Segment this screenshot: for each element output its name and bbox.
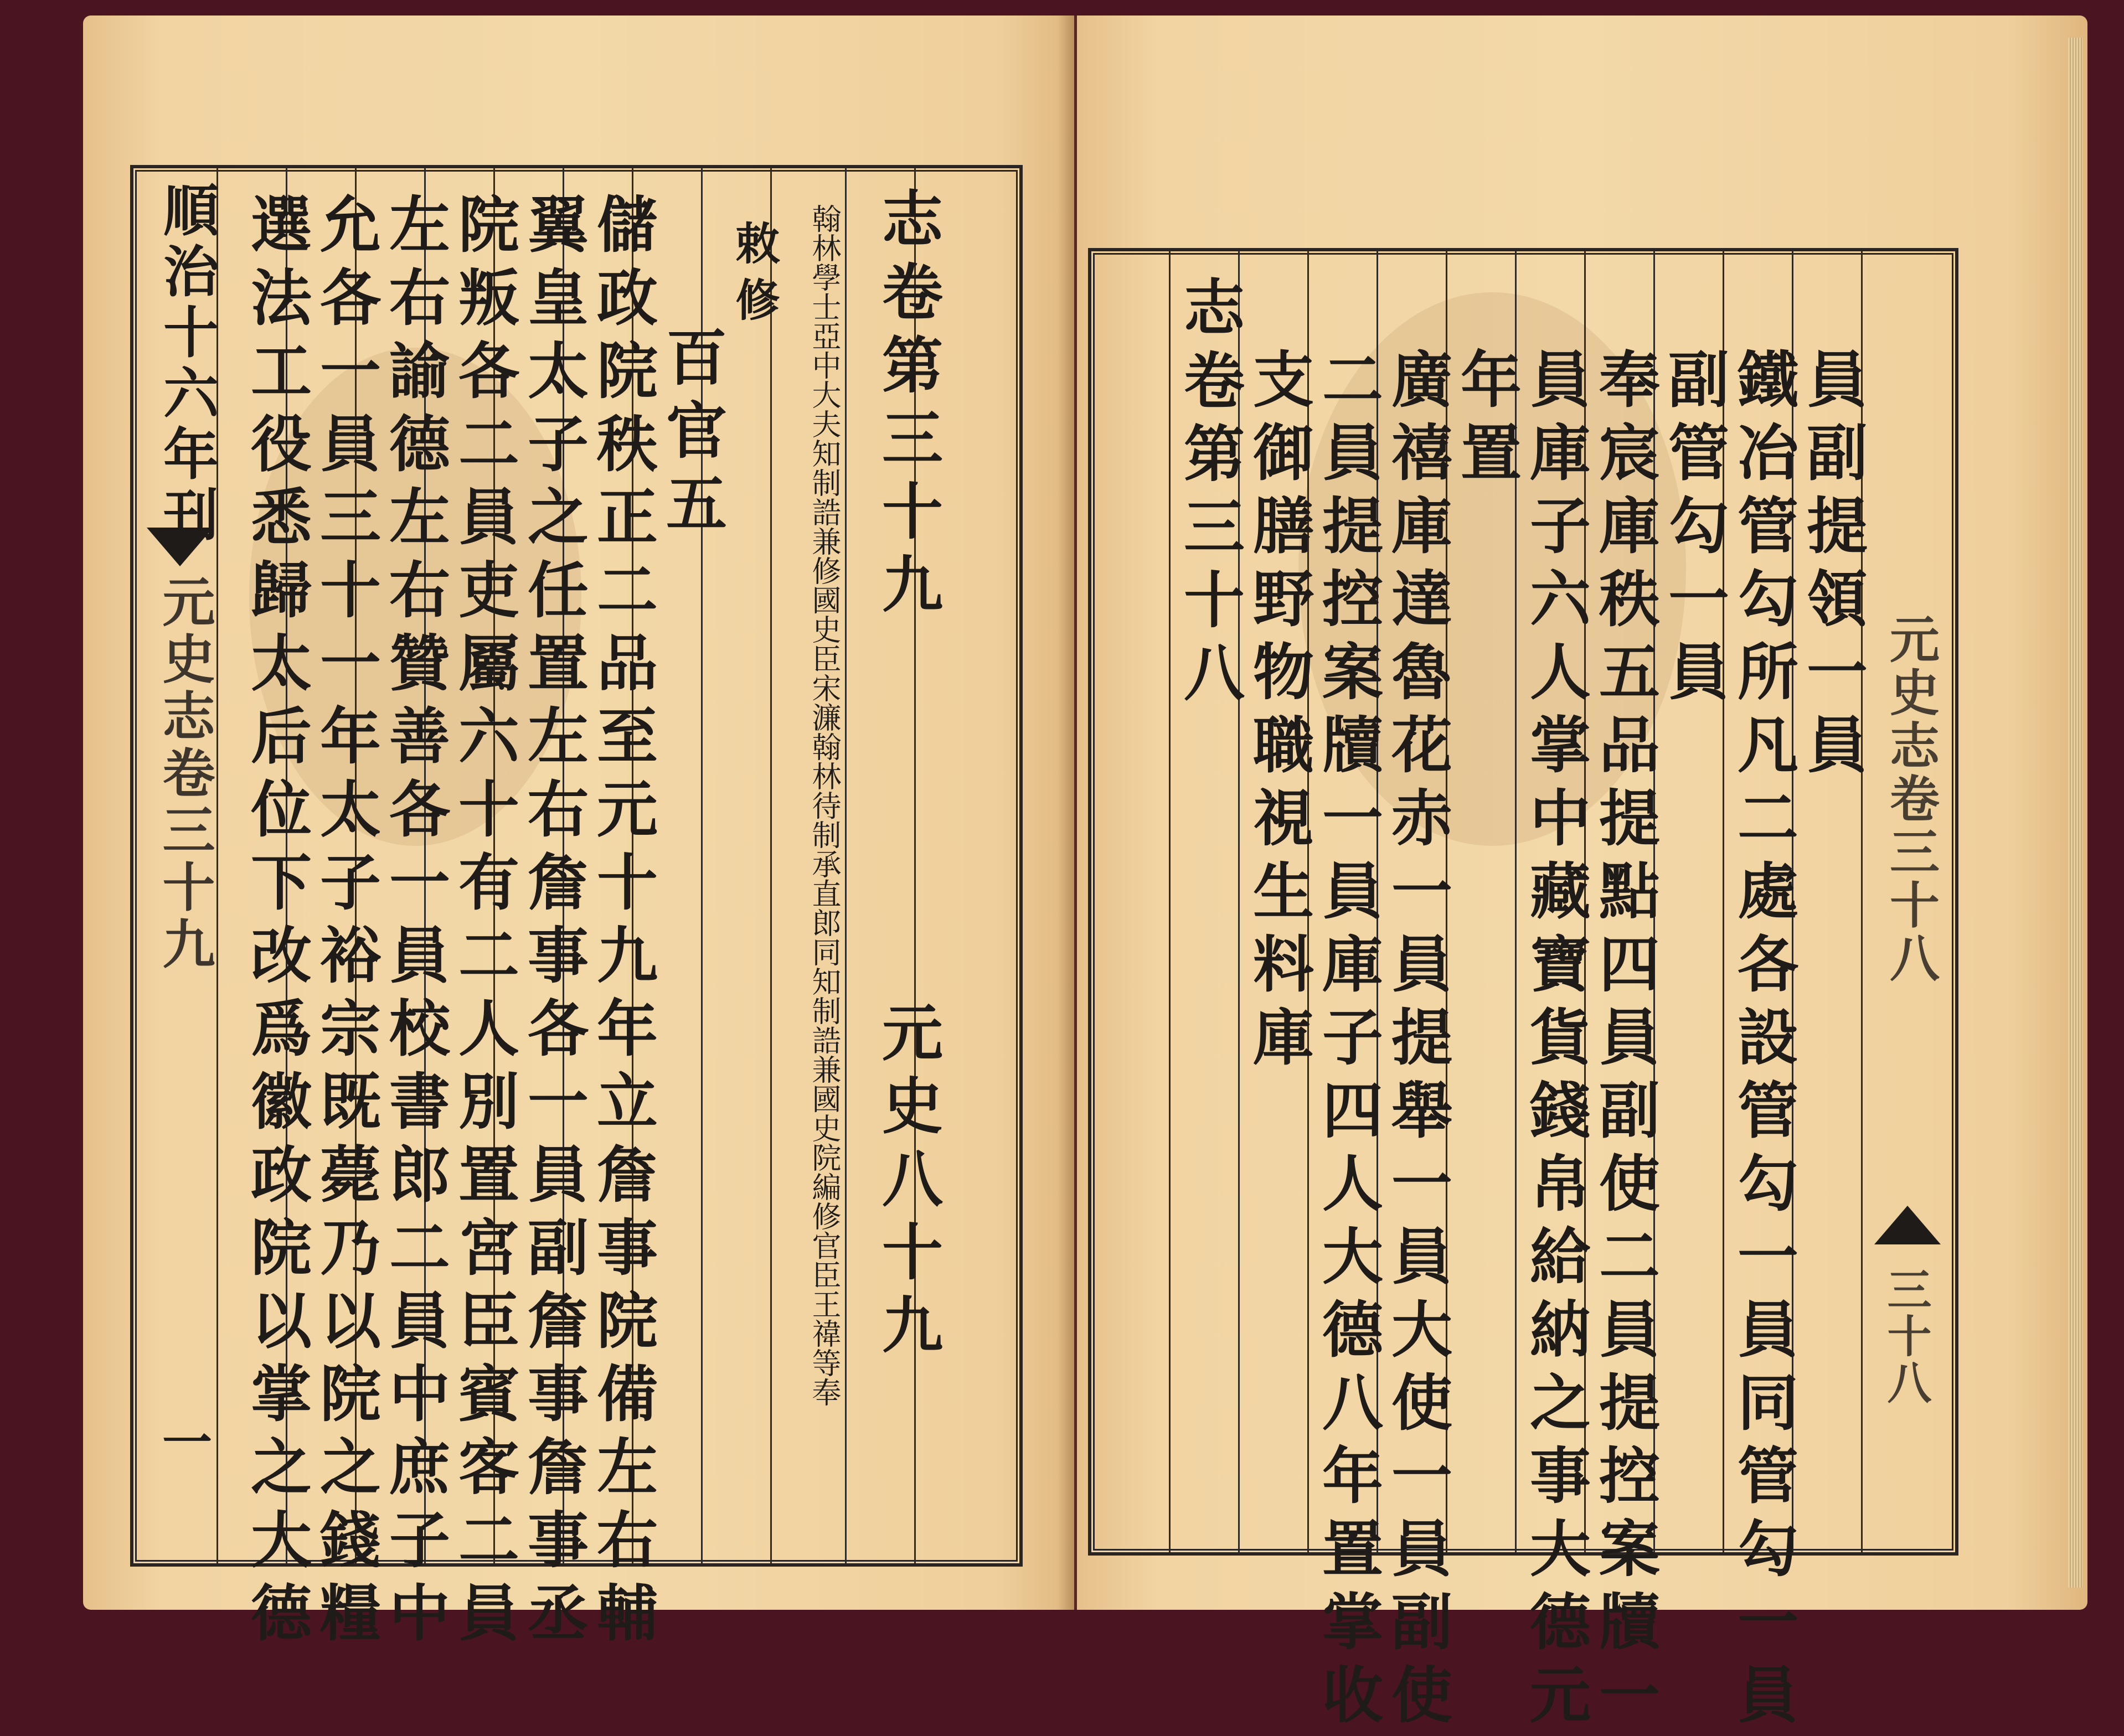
- book-series: 元史八十九: [872, 1001, 944, 1366]
- compilers: 翰林學士亞中大夫知制誥兼修國史臣宋濂翰林待制承直郎同知制誥兼國史院編修官臣王禕等奉: [807, 204, 841, 1407]
- left-margin-edition: 順治十六年刊: [154, 182, 219, 547]
- open-book: [83, 16, 2087, 1736]
- right-margin-leaf-number: 三十八: [1880, 1267, 1932, 1406]
- section-title: 百官五: [656, 326, 728, 545]
- right-body-column-6: 年置: [1451, 348, 1522, 494]
- right-body-column-7: 廣禧庫達魯花赤一員提舉一員大使一員副使: [1381, 348, 1453, 1736]
- left-body-column-1: 儲政院秩正二品至元十九年立詹事院備左右輔: [587, 193, 658, 1654]
- left-margin-leaf-number: 一: [153, 1416, 212, 1478]
- right-body-column-3: 副管勾一員: [1658, 348, 1730, 713]
- right-footer-title: 志卷第三十八: [1174, 276, 1245, 714]
- right-page: [1077, 16, 2087, 1736]
- right-body-column-4: 奉宸庫秩五品提點四員副使二員提控案牘一: [1589, 348, 1661, 1736]
- left-body-column-2: 翼皇太子之任置左右詹事各一員副詹事詹事丞: [518, 193, 589, 1654]
- left-body-column-6: 選法工役悉歸太后位下改爲徽政院以掌之大德: [241, 193, 312, 1654]
- volume-title: 志卷第三十九: [872, 187, 944, 626]
- right-body-column-5: 員庫子六人掌中藏寶貨錢帛給納之事大德元: [1520, 348, 1591, 1736]
- right-margin-book-title: 元史志卷三十八: [1881, 613, 1940, 985]
- right-body-column-1: 員副提領一員: [1797, 348, 1868, 786]
- right-body-column-8: 二員提控案牘一員庫子四人大德八年置掌收: [1312, 348, 1384, 1736]
- right-body-column-9: 支御膳野物職視生料庫: [1243, 348, 1314, 1078]
- left-body-column-4: 左右諭德左右贊善各一員校書郎二員中庶子中: [379, 193, 451, 1654]
- imperial-order: 敕修: [728, 220, 780, 333]
- right-fish-tail: [1874, 1206, 1941, 1244]
- left-page: [83, 16, 1074, 1654]
- left-body-column-3: 院叛各二員吏屬六十有二人別置宮臣賓客二員: [448, 193, 520, 1654]
- page-edge-stack: [2068, 38, 2082, 1588]
- left-fish-tail-top: [147, 528, 213, 566]
- left-margin-book-title: 元史志卷三十九: [154, 575, 215, 974]
- right-body-column-2: 鐵冶管勾所凡二處各設管勾一員同管勾一員: [1728, 348, 1799, 1736]
- left-body-column-5: 允各一員三十一年太子裕宗既薨乃以院之錢糧: [310, 193, 382, 1654]
